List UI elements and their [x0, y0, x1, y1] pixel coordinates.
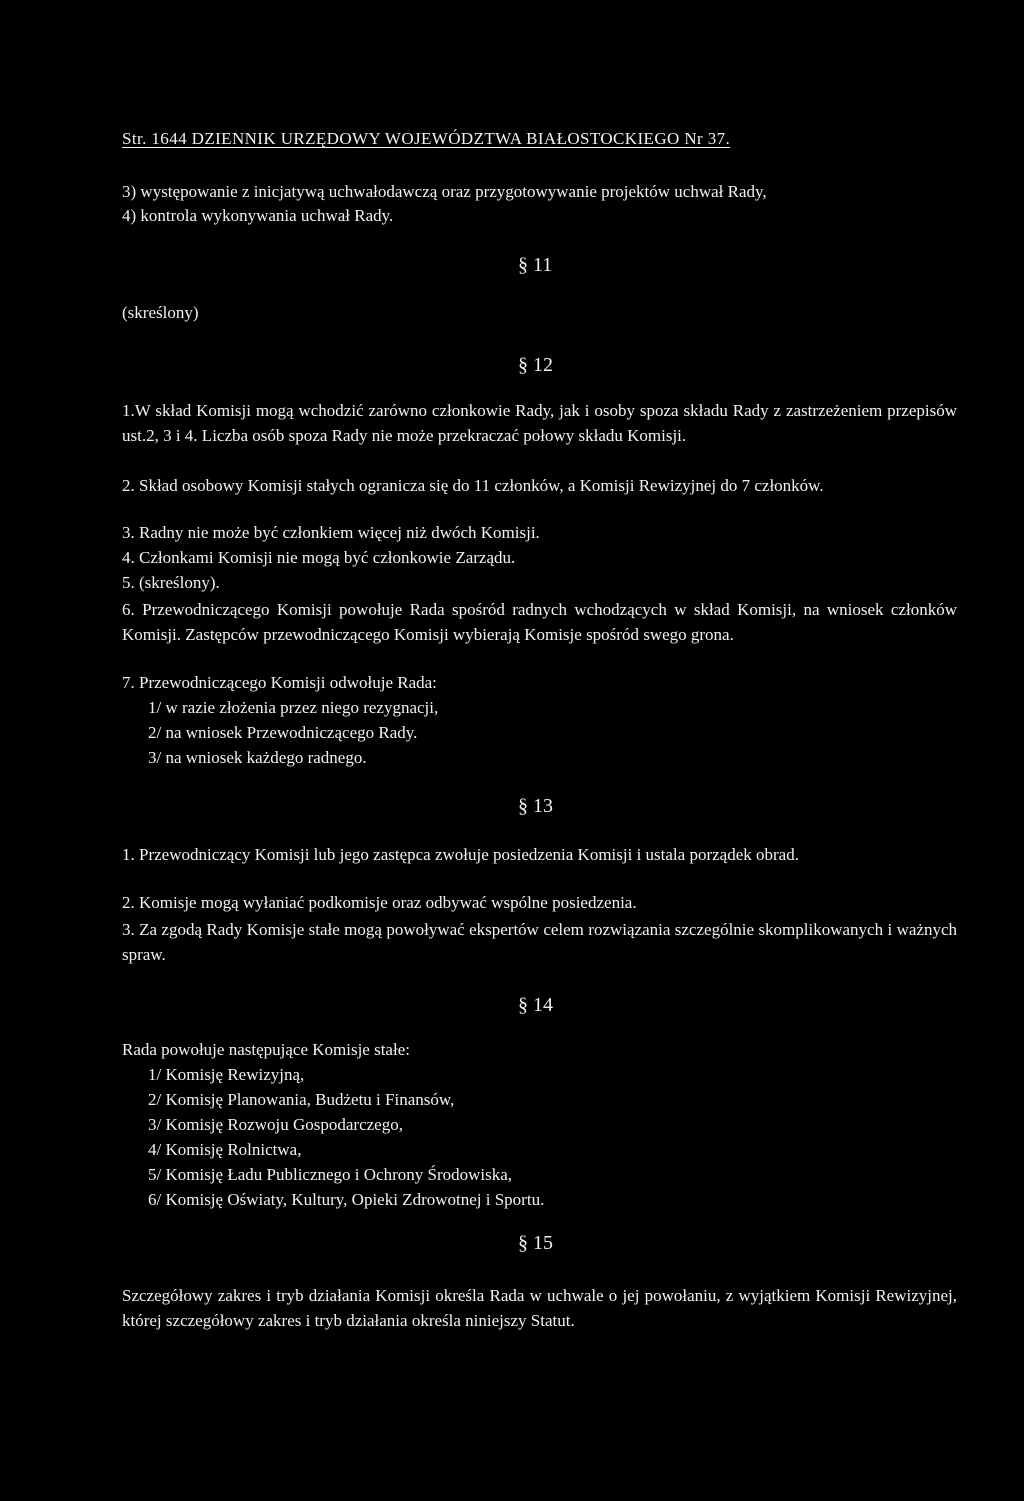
- section-11-heading: § 11: [518, 254, 553, 276]
- intro-item-4: 4) kontrola wykonywania uchwał Rady.: [122, 206, 394, 225]
- section-14-list-item: 4/ Komisję Rolnictwa,: [148, 1140, 302, 1159]
- section-14-list-item: 2/ Komisję Planowania, Budżetu i Finansów,: [148, 1090, 455, 1109]
- section-14-intro: Rada powołuje następujące Komisje stałe:: [122, 1040, 410, 1059]
- section-12-list-item: 2/ na wniosek Przewodniczącego Rady.: [148, 723, 418, 742]
- section-12-paragraph-5: 5. (skreślony).: [122, 573, 220, 592]
- section-15-heading: § 15: [518, 1232, 553, 1254]
- section-12-paragraph-1: 1.W skład Komisji mogą wchodzić zarówno członkowie Rady, jak i osoby spoza składu Rady z zastrzeżeniem przepisów ust.2, 3 i 4. Liczba osób spoza Rady nie może przekraczać połowy składu Komisji.: [122, 401, 957, 445]
- section-13-paragraph-1: 1. Przewodniczący Komisji lub jego zastępca zwołuje posiedzenia Komisji i ustala porządek obrad.: [122, 845, 799, 864]
- section-12-list-item: 1/ w razie złożenia przez niego rezygnacji,: [148, 698, 439, 717]
- section-12-list-item: 3/ na wniosek każdego radnego.: [148, 748, 367, 767]
- section-13-paragraph-2: 2. Komisje mogą wyłaniać podkomisje oraz odbywać wspólne posiedzenia.: [122, 893, 637, 912]
- section-14-list-item: 5/ Komisję Ładu Publicznego i Ochrony Środowiska,: [148, 1165, 513, 1184]
- section-12-paragraph-6: 6. Przewodniczącego Komisji powołuje Rada spośród radnych wchodzących w skład Komisji, na wniosek członków Komisji. Zastępców przewodniczącego Komisji wybierają Komisje spośród swego grona.: [122, 600, 957, 644]
- section-11-text: (skreślony): [122, 303, 199, 322]
- section-15-text: Szczegółowy zakres i tryb działania Komisji określa Rada w uchwale o jej powołaniu, z wyjątkiem Komisji Rewizyjnej, której szczegółowy zakres i tryb działania określa niniejszy Statut.: [122, 1286, 957, 1330]
- section-12-heading: § 12: [518, 354, 553, 376]
- section-12-paragraph-7: 7. Przewodniczącego Komisji odwołuje Rada:: [122, 673, 437, 692]
- section-12-paragraph-4: 4. Członkami Komisji nie mogą być członkowie Zarządu.: [122, 548, 516, 567]
- section-14-list-item: 6/ Komisję Oświaty, Kultury, Opieki Zdrowotnej i Sportu.: [148, 1190, 545, 1209]
- page-header: Str. 1644 DZIENNIK URZĘDOWY WOJEWÓDZTWA BIAŁOSTOCKIEGO Nr 37.: [122, 129, 731, 148]
- section-13-paragraph-3: 3. Za zgodą Rady Komisje stałe mogą powoływać ekspertów celem rozwiązania szczególnie skomplikowanych i ważnych spraw.: [122, 920, 957, 964]
- section-12-paragraph-2: 2. Skład osobowy Komisji stałych ogranicza się do 11 członków, a Komisji Rewizyjnej do 7 członków.: [122, 476, 824, 495]
- section-14-list-item: 3/ Komisję Rozwoju Gospodarczego,: [148, 1115, 403, 1134]
- section-14-list-item: 1/ Komisję Rewizyjną,: [148, 1065, 305, 1084]
- section-13-heading: § 13: [518, 795, 553, 817]
- section-12-paragraph-3: 3. Radny nie może być członkiem więcej niż dwóch Komisji.: [122, 523, 540, 542]
- section-14-heading: § 14: [518, 994, 553, 1016]
- intro-item-3: 3) występowanie z inicjatywą uchwałodawczą oraz przygotowywanie projektów uchwał Rady,: [122, 182, 767, 201]
